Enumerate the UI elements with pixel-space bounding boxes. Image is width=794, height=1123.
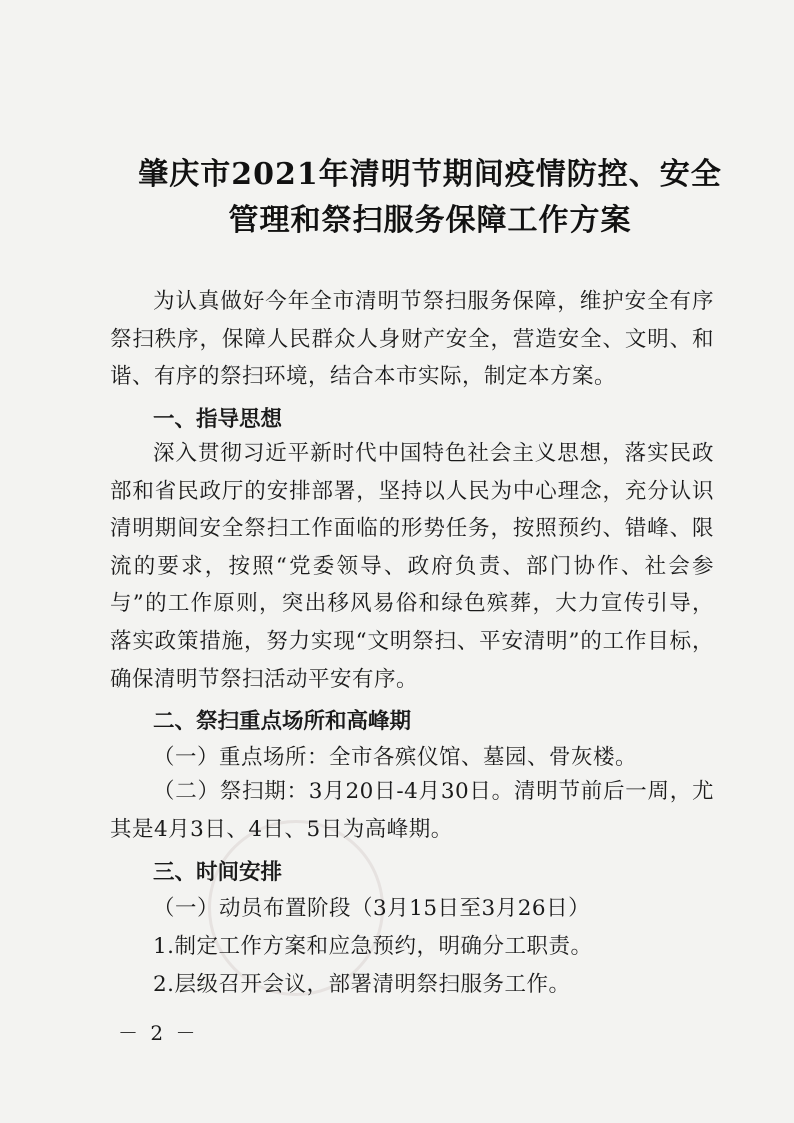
section-3-item-1: （一）动员布置阶段（3月15日至3月26日）: [153, 896, 591, 921]
document-title-line-1: 肇庆市2021年清明节期间疫情防控、安全: [138, 157, 722, 192]
page-number: － 2 －: [118, 1021, 199, 1045]
section-2-item-1: （一）重点场所：全市各殡仪馆、墓园、骨灰楼。: [153, 745, 638, 770]
section-3-item-3: 2.层级召开会议，部署清明祭扫服务工作。: [153, 972, 571, 997]
section-2-item-2: （二）祭扫期：3月20日-4月30日。清明节前后一周，尤其是4月3日、4日、5日为高峰期。: [110, 779, 714, 842]
bleed-through-text: [540, 232, 554, 279]
section-3-item-2: 1.制定工作方案和应急预约，明确分工职责。: [153, 934, 593, 959]
section-2-heading: 二、祭扫重点场所和高峰期: [153, 709, 412, 734]
section-3-heading: 三、时间安排: [153, 860, 283, 885]
section-1-heading: 一、指导思想: [153, 407, 283, 432]
intro-paragraph: 为认真做好今年全市清明节祭扫服务保障，维护安全有序祭扫秩序，保障人民群众人身财产安全，营造安全、文明、和谐、有序的祭扫环境，结合本市实际，制定本方案。: [110, 289, 714, 390]
section-1-body: 深入贯彻习近平新时代中国特色社会主义思想，落实民政部和省民政厅的安排部署，坚持以人民为中心理念，充分认识清明期间安全祭扫工作面临的形势任务，按照预约、错峰、限流的要求，按照“党委领导、政府负责、部门协作、社会参与”的工作原则，突出移风易俗和绿色殡葬，大力宣传引导，落实政策措施，努力实现“文明祭扫、平安清明”的工作目标，确保清明节祭扫活动平安有序。: [110, 441, 714, 692]
document-title-line-2: 管理和祭扫服务保障工作方案: [228, 203, 632, 238]
